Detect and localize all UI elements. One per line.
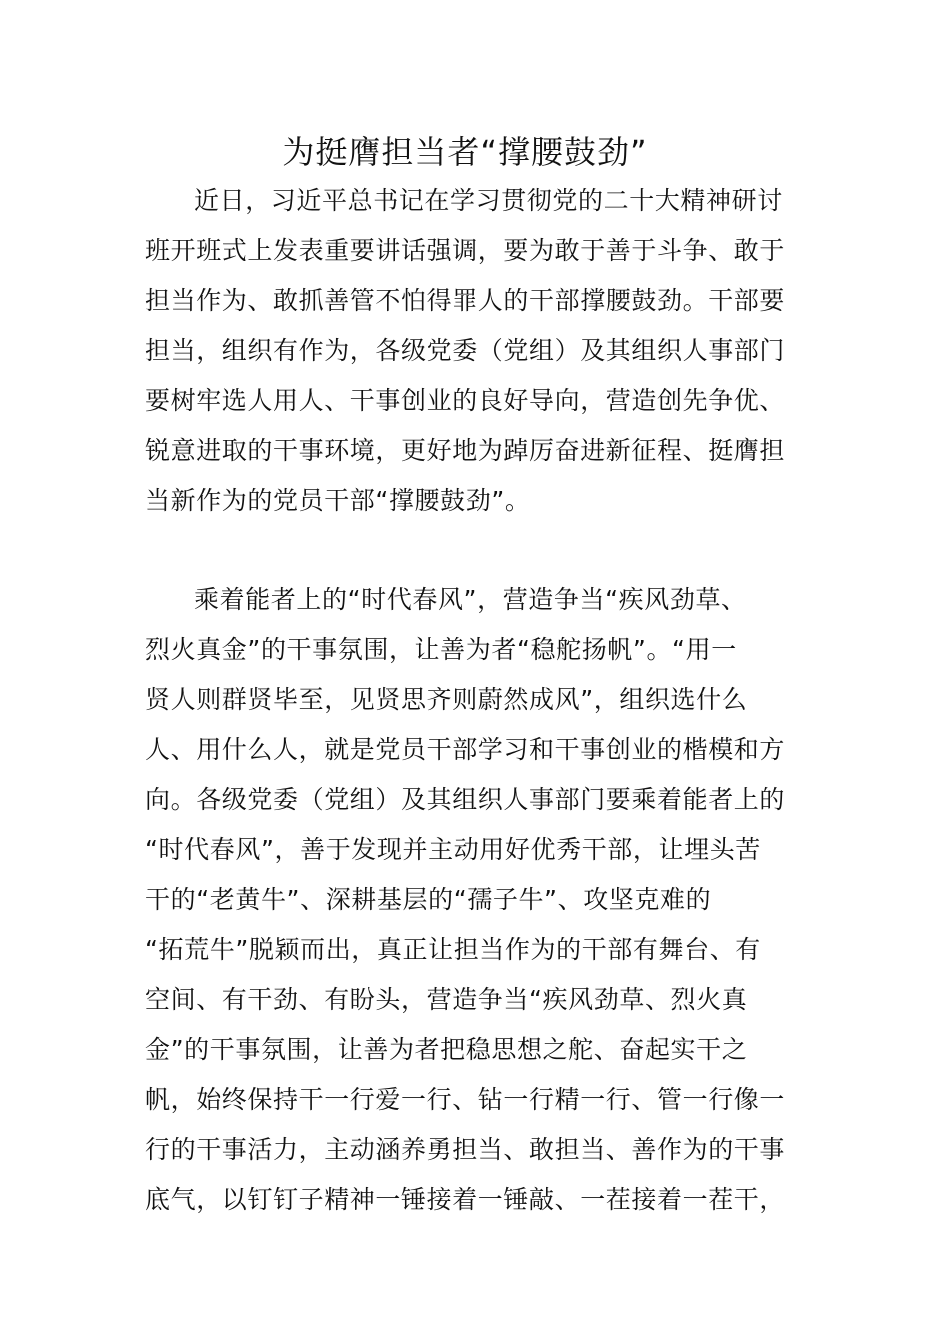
paragraph-2-line-1: 乘着能者上的“时代春风”，营造争当“疾风劲草、 <box>194 585 747 614</box>
paragraph-1-line-6: 锐意进取的干事环境，更好地为踔厉奋进新征程、挺膺担 <box>145 436 786 465</box>
paragraph-2-line-6: “时代春风”，善于发现并主动用好优秀干部，让埋头苦 <box>145 835 761 864</box>
paragraph-2-line-10: 金”的干事氛围，让善为者把稳思想之舵、奋起实干之 <box>145 1035 748 1064</box>
paragraph-1-line-1: 近日，习近平总书记在学习贯彻党的二十大精神研讨 <box>194 186 783 215</box>
paragraph-2-line-3: 贤人则群贤毕至，见贤思齐则蔚然成风”，组织选什么 <box>145 685 748 714</box>
paragraph-2-line-2: 烈火真金”的干事氛围，让善为者“稳舵扬帆”。“用一 <box>145 635 737 664</box>
paragraph-2-line-4: 人、用什么人，就是党员干部学习和干事创业的楷模和方 <box>145 735 786 764</box>
paragraph-2-line-12: 行的干事活力，主动涵养勇担当、敢担当、善作为的干事 <box>145 1135 786 1164</box>
paragraph-2-line-11: 帆，始终保持干一行爱一行、钻一行精一行、管一行像一 <box>145 1085 786 1114</box>
document-title: 为挺膺担当者“撑腰鼓劲” <box>282 133 648 171</box>
paragraph-1-line-5: 要树牢选人用人、干事创业的良好导向，营造创先争优、 <box>145 386 786 415</box>
paragraph-1-line-2: 班开班式上发表重要讲话强调，要为敢于善于斗争、敢于 <box>145 236 786 265</box>
paragraph-2-line-7: 干的“老黄牛”、深耕基层的“孺子牛”、攻坚克难的 <box>145 885 712 914</box>
paragraph-1-line-4: 担当，组织有作为，各级党委（党组）及其组织人事部门 <box>145 336 786 365</box>
paragraph-2-line-9: 空间、有干劲、有盼头，营造争当“疾风劲草、烈火真 <box>145 985 748 1014</box>
paragraph-1-line-7: 当新作为的党员干部“撑腰鼓劲”。 <box>145 486 531 515</box>
paragraph-2-line-13: 底气，以钉钉子精神一锤接着一锤敲、一茬接着一茬干， <box>145 1185 786 1214</box>
paragraph-2-line-5: 向。各级党委（党组）及其组织人事部门要乘着能者上的 <box>145 785 786 814</box>
paragraph-2-line-8: “拓荒牛”脱颖而出，真正让担当作为的干部有舞台、有 <box>145 935 761 964</box>
paragraph-1-line-3: 担当作为、敢抓善管不怕得罪人的干部撑腰鼓劲。干部要 <box>145 286 786 315</box>
